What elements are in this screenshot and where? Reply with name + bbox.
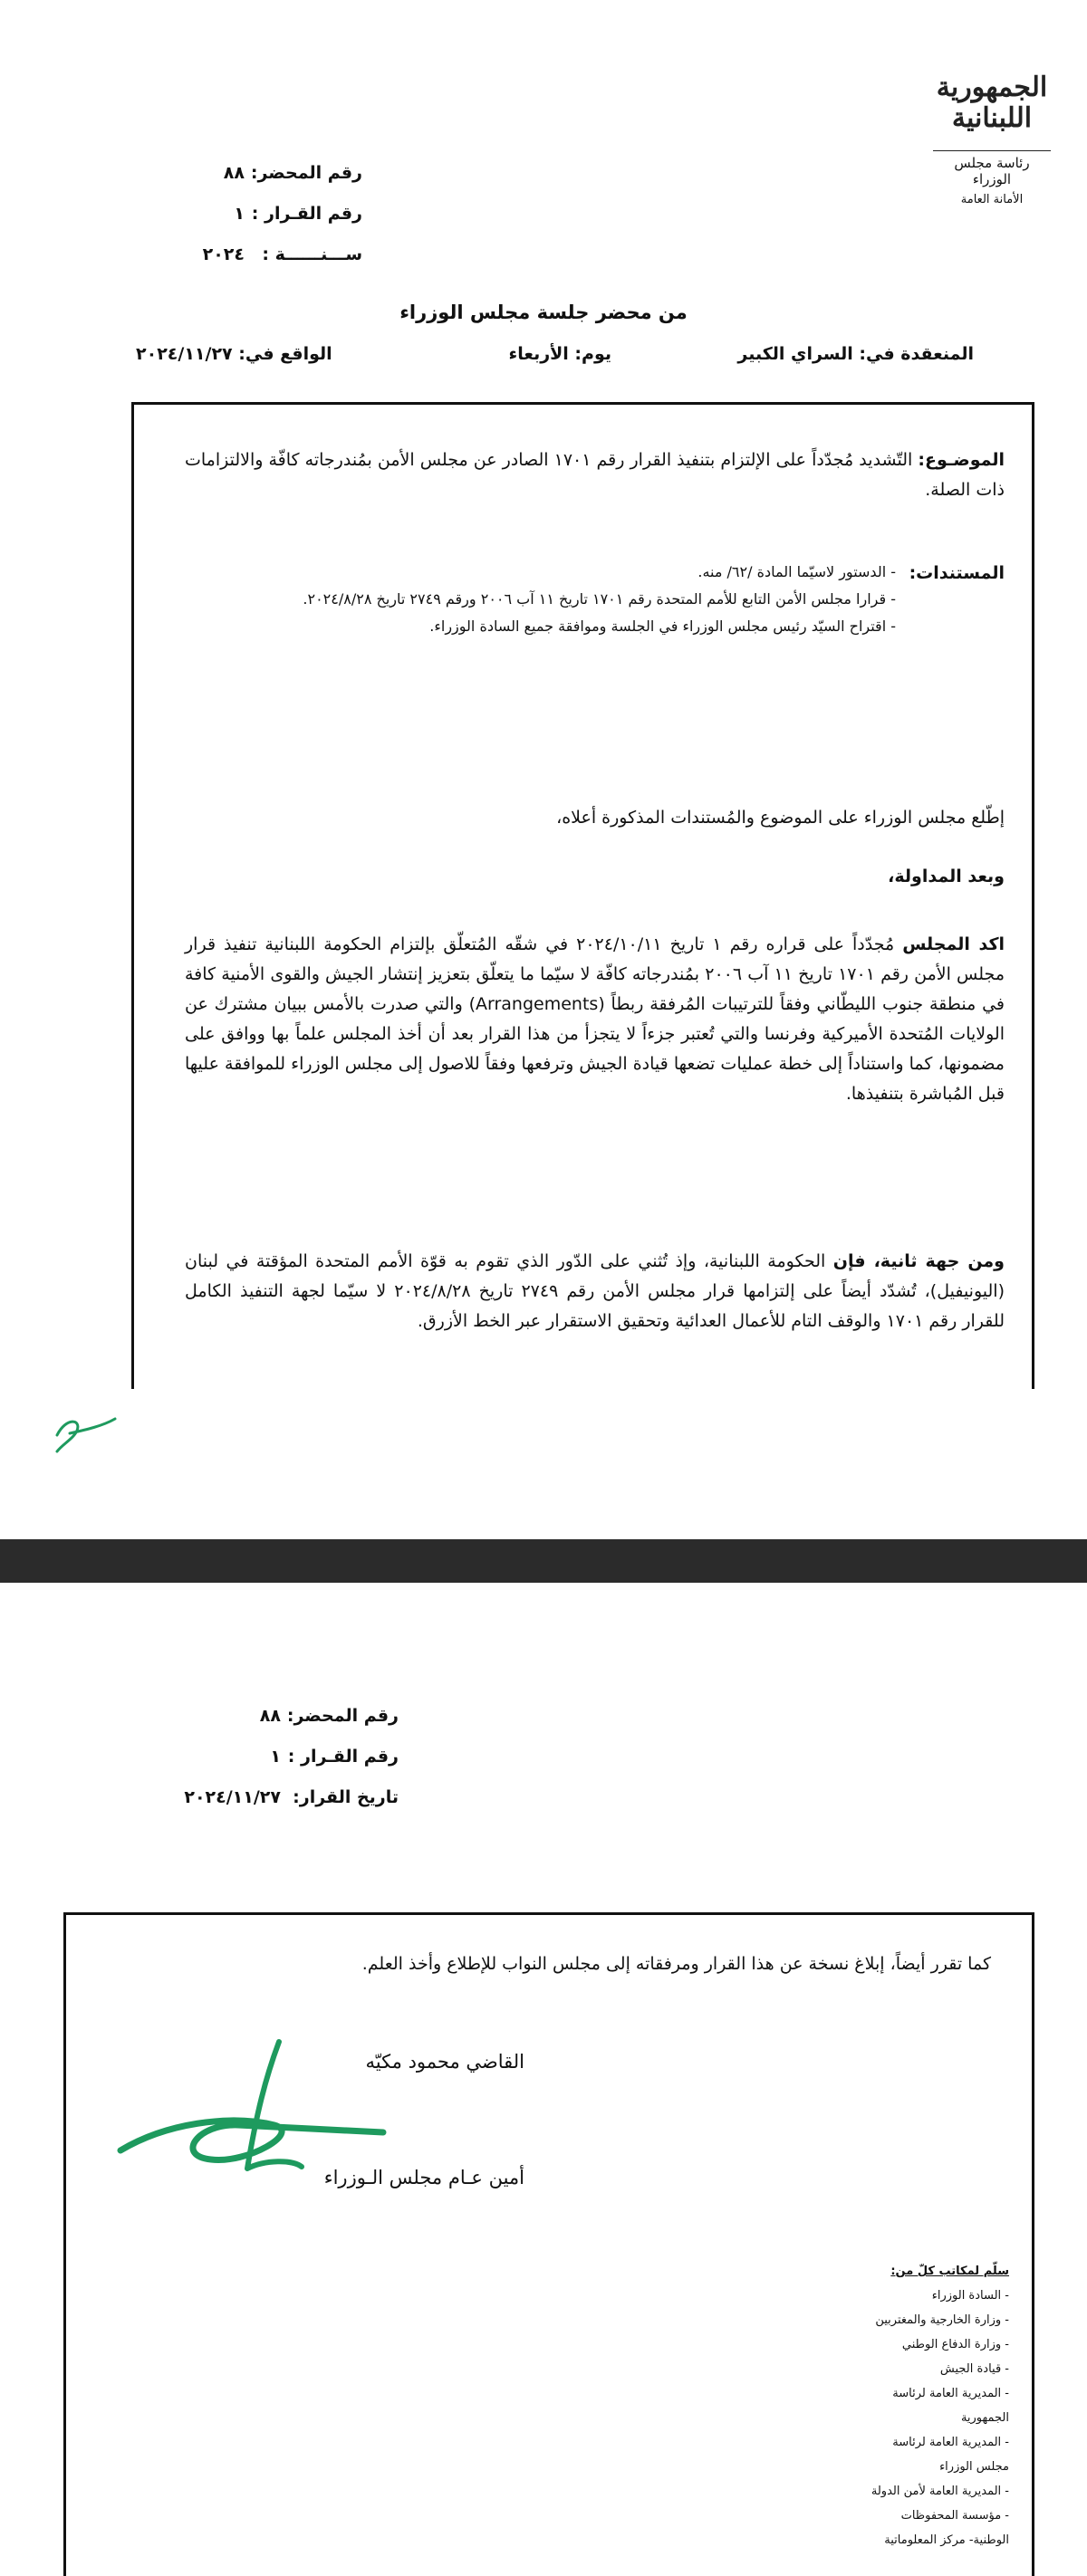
cc-item: - المديرية العامة لرئاسة مجلس الوزراء [892,2436,1009,2474]
paragraph-2 [185,1247,1005,1336]
paragraph-1 [185,930,1005,1109]
document-title: من محضر جلسة مجلس الوزراء [399,302,688,323]
cc-title: سلّم لمكاتب كلّ من: [890,2265,1009,2278]
meta-block-2 [127,1706,399,1828]
review-text: إطّلع مجلس الوزراء على الموضوع والمُستندات المذكورة أعلاه، [556,808,1005,828]
signer-name: القاضي محمود مكيّه [365,2051,524,2073]
cc-item: - وزارة الخارجية والمغتربين [875,2313,1009,2327]
session-day: يوم: الأربعاء [508,344,611,364]
cc-item: - مؤسسة المحفوظات الوطنية- مركز المعلوماتية [884,2509,1009,2547]
session-date: الواقع في: ٢٠٢٤/١١/٢٧ [136,344,332,364]
session-place: المنعقدة في: السراي الكبير [737,344,974,364]
letterhead-title-line1: الجمهورية [936,72,1048,103]
decision-frame [131,402,1034,1389]
cc-item: - المديرية العامة لرئاسة الجمهورية [892,2387,1009,2425]
decision-text: كما تقرر أيضاً، إبلاغ نسخة عن هذا القرار ومرفقاته إلى مجلس النواب للإطلاع وأخذ العلم. [361,1954,991,1974]
letterhead-sub2: الأمانة العامة [960,193,1024,206]
letterhead-sub1: رئاسة مجلس الوزراء [933,150,1051,187]
cc-item: - المديرية العامة لأمن الدولة [871,2485,1009,2498]
document-item: - اقتراح السيّد رئيس مجلس الوزراء في الجلسة وموافقة جميع السادة الوزراء. [429,618,896,635]
documents-label: المستندات: [909,563,1005,583]
meta-row [127,1787,399,1828]
document-page-2 [0,1583,1087,2576]
subject-text: التّشديد مُجدّداً على الإلتزام بتنفيذ القرار رقم ١٧٠١ الصادر عن مجلس الأمن بمُندرجاته كافّة والالتزامات ذات الصلة. [185,450,1005,500]
meta-label: رقم المحضر: [286,1706,399,1726]
cc-item: - وزارة الدفاع الوطني [901,2338,1009,2351]
session-row [136,344,974,371]
letterhead [933,72,1051,206]
meta-label: رقم القـرار : [251,204,362,224]
meta-value: ١ [234,204,245,224]
letterhead-title-line2: اللبنانية [951,102,1033,134]
meta-value: ٨٨ [223,163,245,183]
subject-label: الموضـوع: [918,450,1005,470]
meta-row [136,204,362,244]
decision-frame-2 [63,1912,1034,2576]
page-divider [0,1539,1087,1583]
meta-row [127,1706,399,1747]
paragraph-2-lead: ومن جهة ثانية، فإن [832,1251,1005,1271]
meta-value: ٢٠٢٤/١١/٢٧ [184,1787,281,1807]
initials-signature [50,1399,122,1453]
meta-label: تاريخ القرار: [293,1787,399,1807]
meta-label: رقم المحضر: [250,163,362,183]
paragraph-2-text: الحكومة اللبنانية، وإذ تُثني على الدّور الذي تقوم به قوّة الأمم المتحدة المؤقتة في لبنان (اليونيفيل)، تُشدّد أيضاً على إلتزامها قرار مجلس الأمن رقم ٢٧٤٩ تاريخ ٢٠٢٤/٨/٢٨ لا سيّما لجهة التنفيذ الكامل للقرار رقم ١٧٠١ والوقف التام للأعمال العدائية وتحقيق الاستقرار عبر الخط الأزرق. [185,1251,1005,1331]
meta-value: ٢٠٢٤ [202,244,245,264]
meta-value: ٨٨ [259,1706,281,1726]
document-item: - قرارا مجلس الأمن التابع للأمم المتحدة رقم ١٧٠١ تاريخ ١١ آب ٢٠٠٦ ورقم ٢٧٤٩ تاريخ ٢٠٢٤/٨/٢٨. [303,590,896,608]
meta-block [136,163,362,285]
document-item: - الدستور لاسيّما المادة /٦٢/ منه. [697,563,896,580]
meta-row [136,244,362,285]
cc-item: - السادة الوزراء [931,2289,1009,2303]
meta-row [127,1747,399,1787]
meta-row [136,163,362,204]
cc-item: - قيادة الجيش [939,2362,1009,2376]
paragraph-1-lead: اكد المجلس [902,934,1005,954]
subject [185,445,1005,505]
meta-label: رقم القـرار : [287,1747,399,1767]
cc-block [864,2259,1009,2552]
meta-label: ســـنــــــة : [262,244,362,264]
signer-title: أمين عـام مجلس الـوزراء [323,2167,524,2188]
paragraph-1-text: مُجدّداً على قراره رقم ١ تاريخ ٢٠٢٤/١٠/١١ في شقّه المُتعلّق بإلتزام الحكومة اللبنانية تنفيذ قرار مجلس الأمن رقم ١٧٠١ تاريخ ١١ آب ٢٠٠٦ بمُندرجاته كافّة لا سيّما ما يتعلّق بتعزيز إنتشار الجيش والقوى الأمنية كافة في منطقة جنوب الليطّاني وفقاً للترتيبات المُرفقة ربطاً (Arrangements) والتي صدرت بالأمس ببيان مشترك عن الولايات المُتحدة الأميركية وفرنسا والتي تُعتبر جزءاً لا يتجزأ من هذا القرار بعد أن أخذ المجلس علماً بها ووافق على مضمونها، كما واستناداً إلى خطة عمليات تضعها قيادة الجيش وترفعها وفقاً للاصول إلى مجلس الوزراء للموافقة عليها قبل المُباشرة بتنفيذها. [185,934,1005,1104]
documents-list [189,559,896,640]
meta-value: ١ [270,1747,281,1767]
deliberation-text: وبعد المداولة، [888,867,1005,886]
